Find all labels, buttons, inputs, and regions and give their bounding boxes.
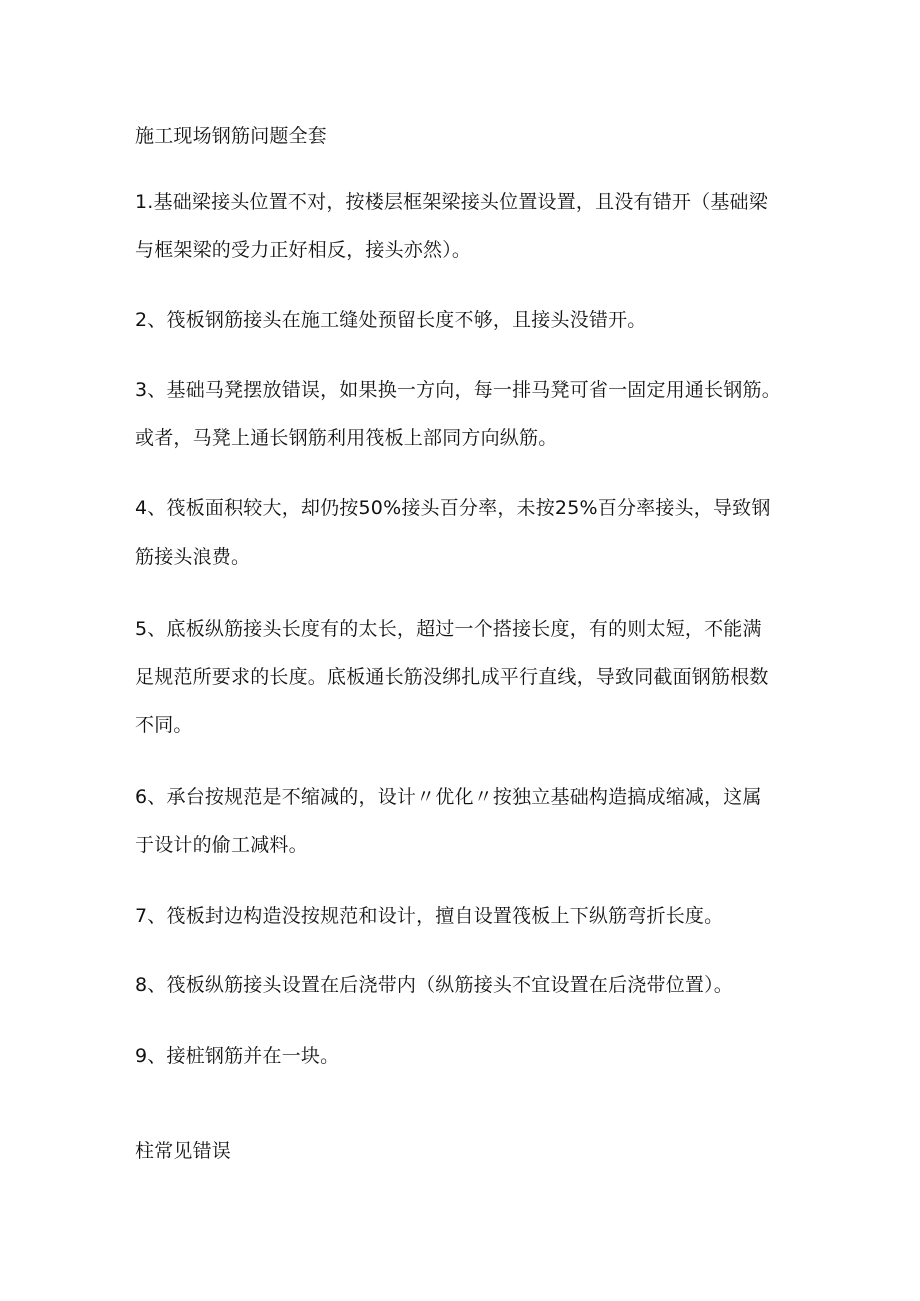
page-title: 施工现场钢筋问题全套: [135, 125, 328, 147]
item-1-line-1: 1.基础梁接头位置不对，按楼层框架梁接头位置设置，且没有错开（基础梁: [135, 191, 768, 213]
item-3-line-2: 或者，马凳上通长钢筋利用筏板上部同方向纵筋。: [135, 427, 558, 449]
item-5-line-1: 5、底板纵筋接头长度有的太长，超过一个搭接长度，有的则太短，不能满: [135, 618, 762, 640]
item-4-line-1: 4、筏板面积较大，却仍按50%接头百分率，未按25%百分率接头，导致钢: [135, 497, 771, 519]
item-8-line-1: 8、筏板纵筋接头设置在后浇带内（纵筋接头不宜设置在后浇带位置）。: [135, 974, 733, 996]
item-6-line-1: 6、承台按规范是不缩减的，设计〃优化〃按独立基础构造搞成缩减，这属: [135, 786, 762, 808]
section-heading: 柱常见错误: [135, 1140, 232, 1162]
item-1-line-2: 与框架梁的受力正好相反，接头亦然）。: [135, 239, 472, 261]
item-5-line-3: 不同。: [135, 714, 193, 736]
item-2-line-1: 2、筏板钢筋接头在施工缝处预留长度不够，且接头没错开。: [135, 309, 647, 331]
item-6-line-2: 于设计的偷工减料。: [135, 834, 308, 856]
item-5-line-2: 足规范所要求的长度。底板通长筋没绑扎成平行直线，导致同截面钢筋根数: [135, 666, 769, 688]
item-3-line-1: 3、基础马凳摆放错误，如果换一方向，每一排马凳可省一固定用通长钢筋。: [135, 379, 781, 401]
item-7-line-1: 7、筏板封边构造没按规范和设计，擅自设置筏板上下纵筋弯折长度。: [135, 905, 724, 927]
item-4-line-2: 筋接头浪费。: [135, 546, 251, 568]
item-9-line-1: 9、接桩钢筋并在一块。: [135, 1045, 340, 1067]
